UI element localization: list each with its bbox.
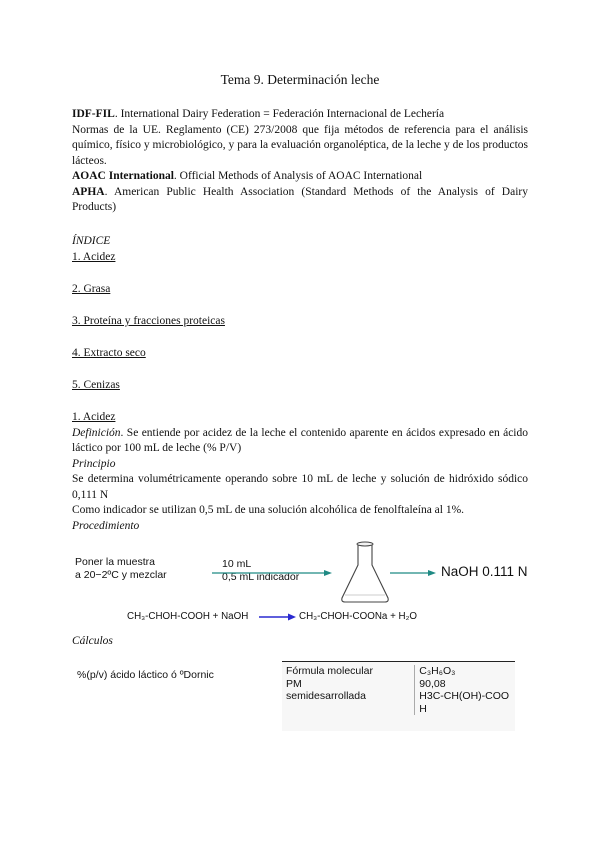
reaction-arrow-icon xyxy=(257,610,297,624)
idf-abbr: IDF-FIL xyxy=(72,108,115,120)
step-line-2: a 20−2ºC y mezclar xyxy=(75,569,167,581)
apha-line xyxy=(72,185,528,216)
section-heading: 1. Acidez xyxy=(72,411,116,423)
reagent-label: NaOH 0.111 N xyxy=(441,564,528,579)
aoac-line xyxy=(72,169,528,185)
reaction-right: CH₃-CHOH-COONa + H₂O xyxy=(299,611,418,622)
definicion-label: Definición xyxy=(72,426,121,439)
aoac-abbr: AOAC International xyxy=(72,170,174,182)
normas-text: Normas de la UE. Reglamento (CE) 273/2008 que fija métodos de referencia para el análisis químico, físico y microbiológico, y para la evaluación organoléptica, de la leche y de los productos lácteos. xyxy=(72,123,528,167)
properties-table xyxy=(282,665,515,715)
index-item-extracto-seco[interactable]: 4. Extracto seco xyxy=(72,347,146,359)
calculos-label: Cálculos xyxy=(72,635,113,647)
principio-label: Principio xyxy=(72,457,116,470)
reaction-left: CH₃-CHOH-COOH + NaOH xyxy=(127,611,249,622)
section-acidez xyxy=(72,410,528,534)
table-cell-name: PM xyxy=(286,677,302,690)
definicion-text: . Se entiende por acidez de la leche el contenido aparente en ácidos expresado en ácido láctico por 100 mL de leche (% P/V) xyxy=(72,426,528,454)
table-cell-name: Fórmula molecular xyxy=(286,665,373,677)
definicion-paragraph xyxy=(72,426,528,457)
arrow-label-bottom: 0,5 mL indicador xyxy=(222,571,300,583)
arrow-to-reagent xyxy=(390,570,436,576)
table-row xyxy=(282,665,515,678)
index-item-grasa[interactable]: 2. Grasa xyxy=(72,283,111,295)
table-cell-value: H3C-CH(OH)-COOH xyxy=(415,690,515,715)
arrow-to-flask xyxy=(212,570,332,576)
page-title: Tema 9. Determinación leche xyxy=(220,72,380,87)
indicador-text: Como indicador se utilizan 0,5 mL de una solución alcohólica de fenolftaleína al 1%. xyxy=(72,504,465,516)
principio-text: Se determina volumétricamente operando sobre 10 mL de leche y solución de hidróxido sódico 0,111 N xyxy=(72,473,528,501)
idf-line xyxy=(72,107,528,123)
index-item-cenizas[interactable]: 5. Cenizas xyxy=(72,379,120,391)
step-line-1: Poner la muestra xyxy=(75,556,155,568)
erlenmeyer-flask-icon xyxy=(342,542,388,602)
table-row xyxy=(282,690,515,715)
procedimiento-label: Procedimiento xyxy=(72,519,140,532)
apha-text: . American Public Health Association (Standard Methods of the Analysis of Dairy Products) xyxy=(72,185,528,213)
properties-table-box xyxy=(282,661,515,731)
index-item-proteina[interactable]: 3. Proteína y fracciones proteicas xyxy=(72,315,225,327)
table-cell-value: C₃H₆O₃ xyxy=(415,665,515,678)
apha-abbr: APHA xyxy=(72,185,105,198)
intro-block xyxy=(72,107,528,216)
table-cell-name: semidesarrollada xyxy=(286,690,366,702)
arrow-label-top: 10 mL xyxy=(222,558,252,570)
index-heading: ÍNDICE xyxy=(72,235,111,247)
calculos-formula-label: %(p/v) ácido láctico ó ºDornic xyxy=(77,669,214,681)
index-item-acidez[interactable]: 1. Acidez xyxy=(72,251,116,263)
table-row xyxy=(282,678,515,691)
aoac-text: . Official Methods of Analysis of AOAC International xyxy=(173,170,423,182)
idf-text: . International Dairy Federation = Federación Internacional de Lechería xyxy=(114,108,445,120)
table-cell-value: 90,08 xyxy=(415,678,515,691)
